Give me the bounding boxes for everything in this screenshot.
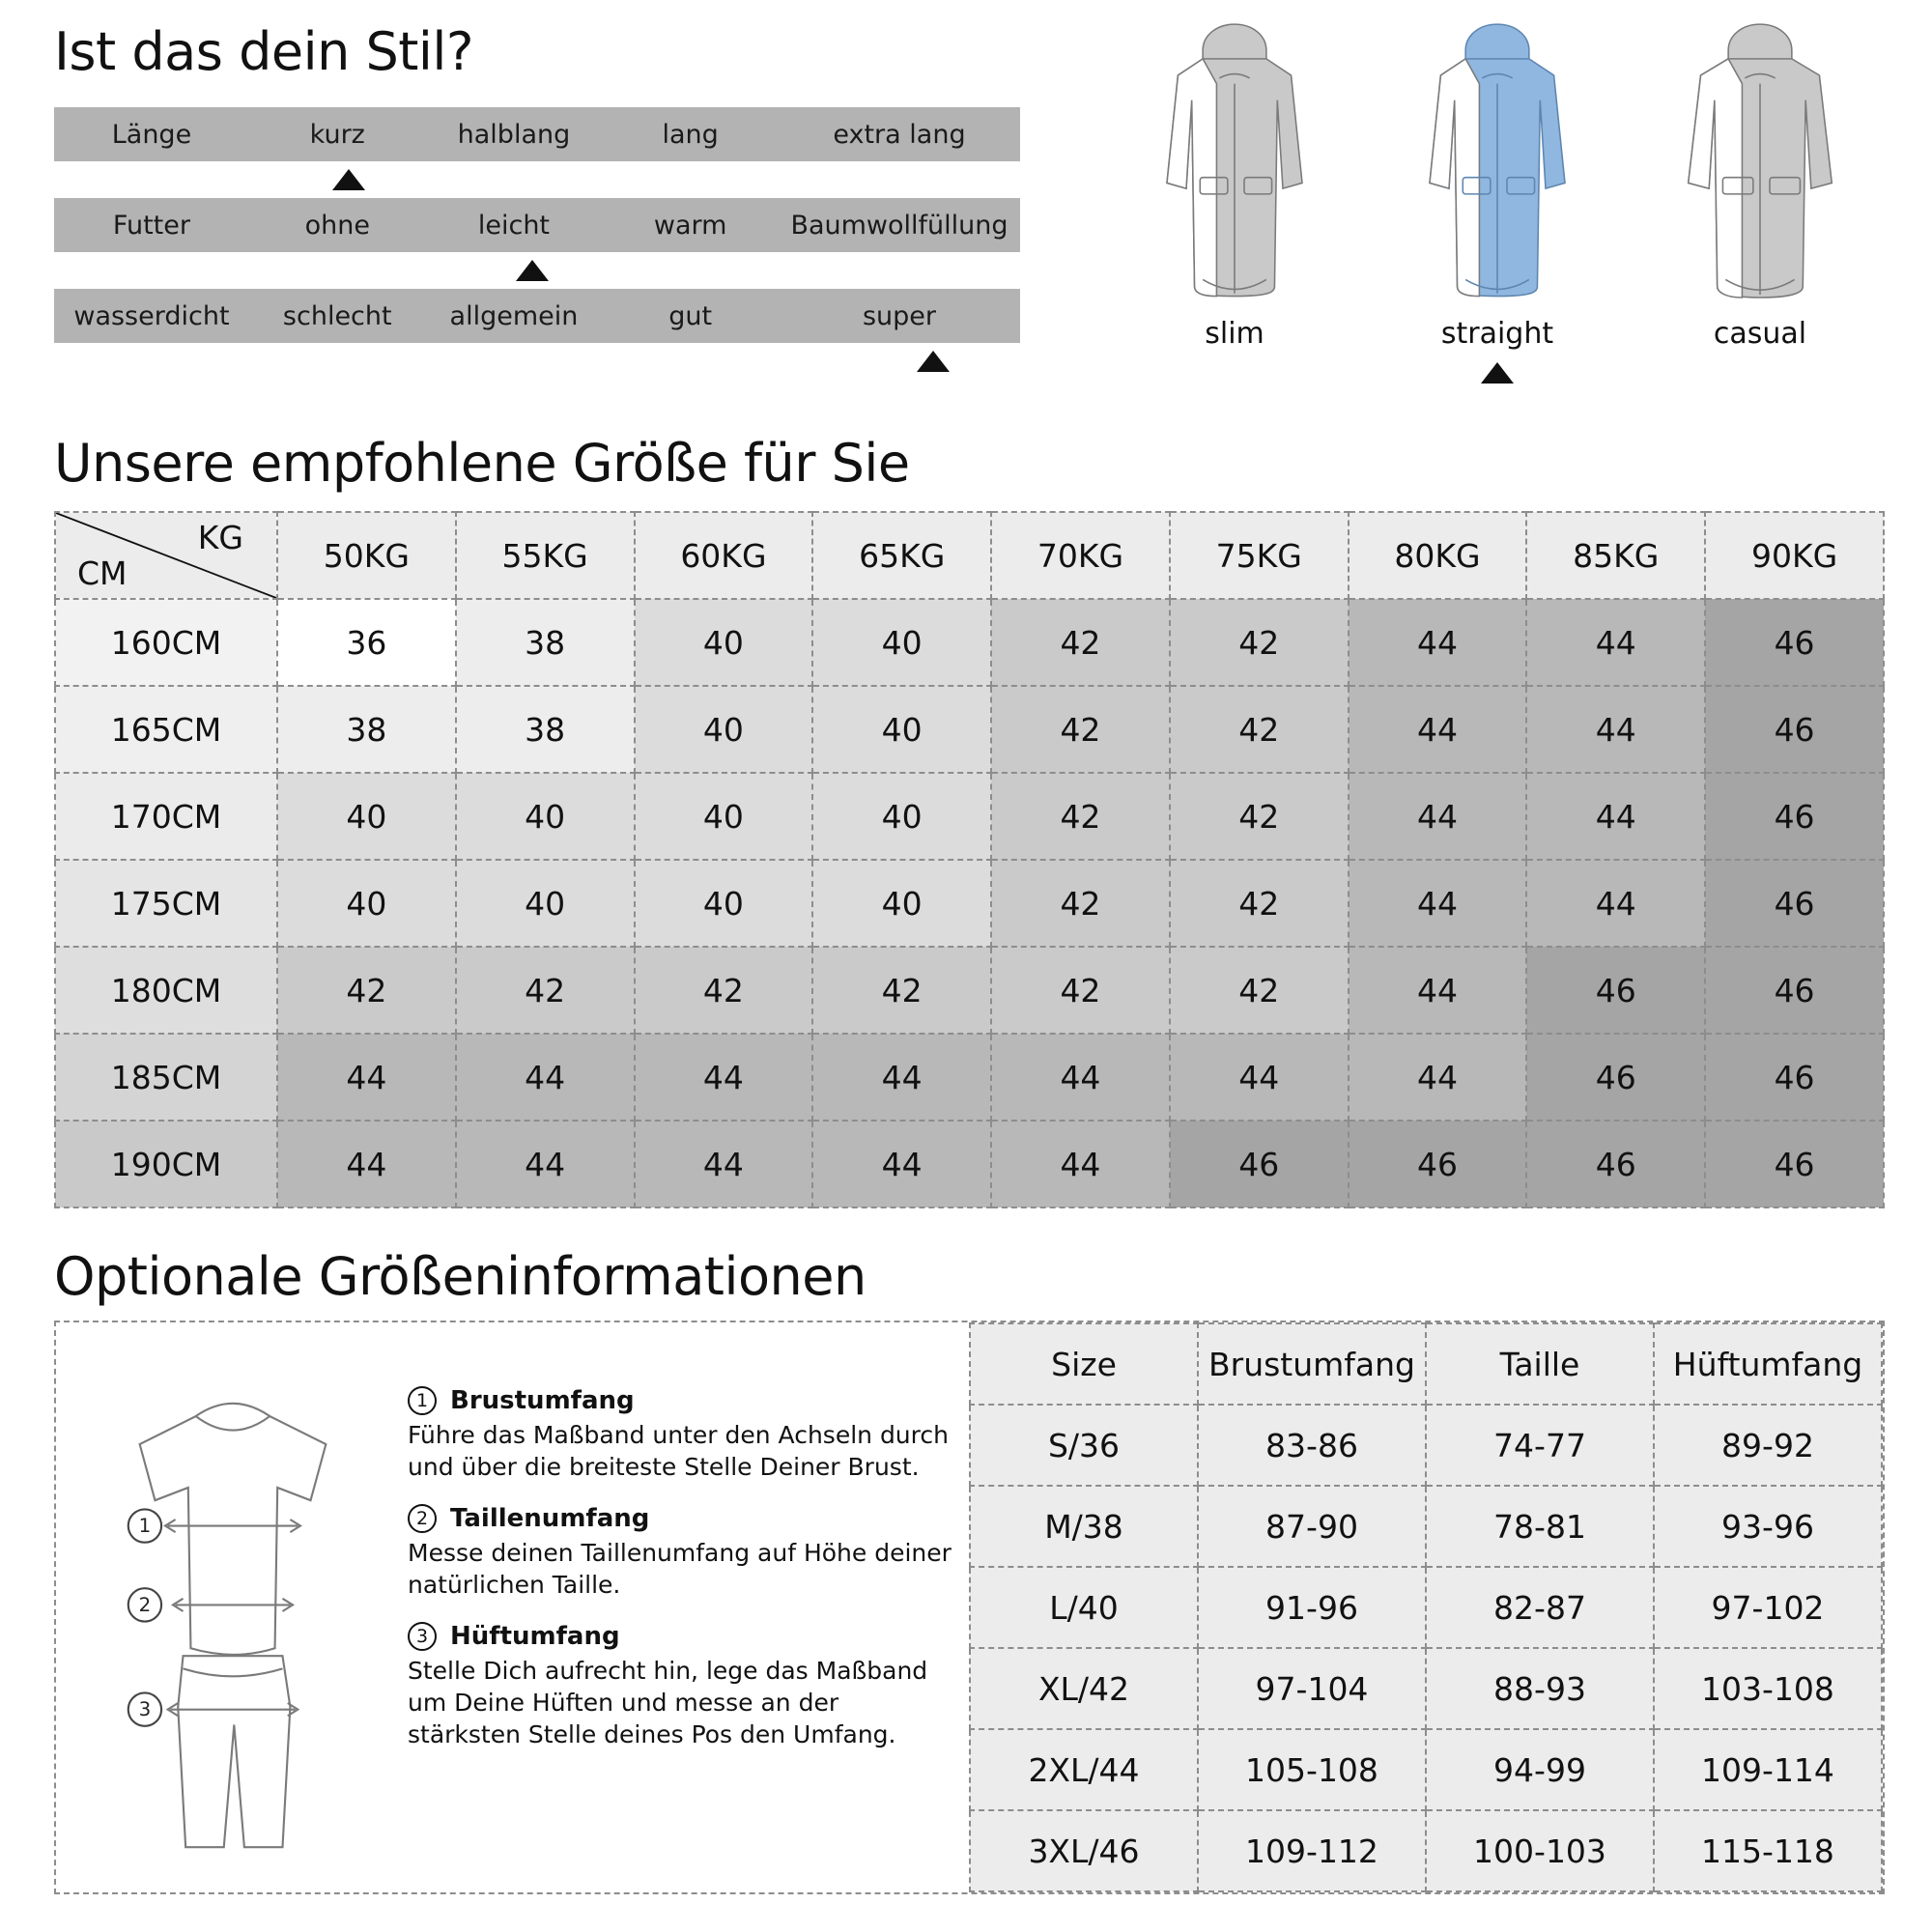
size-table-header-row: [55, 512, 1884, 599]
optional-size-cell: S/36: [970, 1405, 1198, 1486]
style-selected-caret: [917, 351, 950, 372]
measurement-head: [408, 1622, 959, 1651]
optional-size-table-wrap: [969, 1322, 1883, 1892]
optional-size-cell: 93-96: [1654, 1486, 1882, 1567]
measurement-item: [408, 1504, 959, 1601]
size-cell: 40: [635, 860, 813, 947]
weight-column-header: 55KG: [456, 512, 635, 599]
fit-option-straight[interactable]: [1378, 17, 1616, 351]
size-cell: 42: [991, 947, 1170, 1034]
corner-kg-label: KG: [197, 519, 243, 556]
size-cell: 40: [277, 773, 456, 860]
style-option[interactable]: extra lang: [833, 119, 966, 150]
style-row-0: [54, 107, 1020, 161]
style-row-label: wasserdicht: [73, 300, 230, 331]
style-selected-caret: [332, 169, 365, 190]
size-table-body: [55, 599, 1884, 1208]
coat-illustration-straight: [1378, 17, 1616, 307]
optional-table-body: [970, 1405, 1882, 1891]
size-cell: 42: [1170, 686, 1349, 773]
size-cell: 36: [277, 599, 456, 686]
fit-set: [1116, 17, 1889, 351]
size-cell: 44: [1349, 686, 1527, 773]
measurement-item: [408, 1386, 959, 1483]
measurement-item: [408, 1622, 959, 1750]
size-cell: 42: [277, 947, 456, 1034]
size-cell: 38: [456, 686, 635, 773]
weight-column-header: 90KG: [1705, 512, 1884, 599]
fit-label-slim: slim: [1205, 317, 1264, 351]
table-row: [970, 1729, 1882, 1810]
optional-table-head: [970, 1323, 1882, 1405]
style-option[interactable]: gut: [668, 300, 713, 331]
measurement-head: [408, 1504, 959, 1533]
height-row-header: 180CM: [55, 947, 277, 1034]
optional-size-cell: 97-104: [1198, 1648, 1426, 1729]
measurement-title: Taillenumfang: [450, 1504, 650, 1533]
size-cell: 44: [277, 1034, 456, 1121]
style-section-title: Ist das dein Stil?: [54, 21, 474, 82]
style-selected-caret: [516, 260, 549, 281]
style-section: [54, 21, 1078, 380]
table-row: [55, 1034, 1884, 1121]
size-cell: 42: [1170, 947, 1349, 1034]
optional-size-cell: 97-102: [1654, 1567, 1882, 1648]
size-cell: 44: [456, 1121, 635, 1208]
measurement-description: Messe deinen Taillenumfang auf Höhe deiner natürlichen Taille.: [408, 1539, 952, 1599]
size-cell: 44: [1170, 1034, 1349, 1121]
size-cell: 42: [1170, 860, 1349, 947]
height-row-header: 185CM: [55, 1034, 277, 1121]
optional-section: [54, 1246, 1889, 1894]
table-row: [970, 1405, 1882, 1486]
table-row: [55, 773, 1884, 860]
optional-column-header: Brustumfang: [1198, 1323, 1426, 1405]
size-cell: 40: [812, 686, 991, 773]
coat-illustration-slim: [1116, 17, 1353, 307]
size-cell: 42: [991, 686, 1170, 773]
size-cell: 44: [1349, 599, 1527, 686]
fit-option-casual[interactable]: [1641, 17, 1879, 351]
size-cell: 44: [635, 1034, 813, 1121]
optional-size-cell: 87-90: [1198, 1486, 1426, 1567]
optional-column-header: Taille: [1426, 1323, 1654, 1405]
weight-column-header: 60KG: [635, 512, 813, 599]
optional-size-cell: 74-77: [1426, 1405, 1654, 1486]
size-cell: 42: [635, 947, 813, 1034]
size-cell: 46: [1170, 1121, 1349, 1208]
optional-size-cell: 78-81: [1426, 1486, 1654, 1567]
size-cell: 42: [1170, 599, 1349, 686]
measurement-number: 1: [408, 1386, 437, 1415]
size-section: [54, 433, 1889, 1208]
fit-label-casual: casual: [1713, 317, 1807, 351]
size-cell: 40: [812, 773, 991, 860]
weight-column-header: 70KG: [991, 512, 1170, 599]
size-cell: 44: [1349, 773, 1527, 860]
optional-column-header: Hüftumfang: [1654, 1323, 1882, 1405]
table-row: [970, 1810, 1882, 1891]
recommended-size-table: [54, 511, 1885, 1208]
measure-list: [392, 1340, 959, 1883]
height-row-header: 170CM: [55, 773, 277, 860]
measure-guide: [56, 1322, 969, 1892]
table-row: [55, 686, 1884, 773]
height-row-header: 160CM: [55, 599, 277, 686]
optional-size-cell: 109-112: [1198, 1810, 1426, 1891]
style-option[interactable]: schlecht: [282, 300, 392, 331]
size-cell: 46: [1705, 599, 1884, 686]
size-cell: 42: [812, 947, 991, 1034]
size-cell: 46: [1705, 947, 1884, 1034]
size-cell: 42: [991, 773, 1170, 860]
marker-3-label: 3: [138, 1698, 152, 1721]
size-cell: 40: [635, 686, 813, 773]
size-cell: 44: [277, 1121, 456, 1208]
optional-size-cell: 91-96: [1198, 1567, 1426, 1648]
size-cell: 44: [991, 1034, 1170, 1121]
fit-label-straight: straight: [1440, 317, 1554, 351]
table-row: [55, 860, 1884, 947]
size-cell: 46: [1705, 686, 1884, 773]
style-option[interactable]: allgemein: [449, 300, 579, 331]
corner-cm-label: CM: [77, 554, 128, 592]
size-cell: 40: [456, 773, 635, 860]
size-cell: 44: [1526, 773, 1705, 860]
table-row: [55, 947, 1884, 1034]
optional-size-cell: 94-99: [1426, 1729, 1654, 1810]
size-cell: 42: [1170, 773, 1349, 860]
optional-size-cell: 105-108: [1198, 1729, 1426, 1810]
style-row-label: Futter: [112, 210, 190, 241]
style-option[interactable]: kurz: [309, 119, 365, 150]
size-cell: 44: [812, 1034, 991, 1121]
weight-column-header: 50KG: [277, 512, 456, 599]
size-cell: 42: [991, 860, 1170, 947]
optional-size-cell: XL/42: [970, 1648, 1198, 1729]
measurement-title: Hüftumfang: [450, 1622, 620, 1651]
measurement-description: Stelle Dich aufrecht hin, lege das Maßband um Deine Hüften und messe an der stärksten Stelle deines Pos den Umfang.: [408, 1657, 928, 1748]
height-row-header: 165CM: [55, 686, 277, 773]
size-cell: 42: [991, 599, 1170, 686]
size-cell: 46: [1526, 1121, 1705, 1208]
size-cell: 44: [635, 1121, 813, 1208]
size-cell: 44: [812, 1121, 991, 1208]
table-row: [55, 1121, 1884, 1208]
optional-size-cell: 2XL/44: [970, 1729, 1198, 1810]
size-cell: 46: [1705, 1034, 1884, 1121]
size-cell: 44: [456, 1034, 635, 1121]
size-section-title: Unsere empfohlene Größe für Sie: [54, 433, 910, 494]
optional-size-cell: 115-118: [1654, 1810, 1882, 1891]
measurement-description: Führe das Maßband unter den Achseln durch und über die breiteste Stelle Deiner Brust.: [408, 1421, 949, 1481]
size-cell: 46: [1705, 773, 1884, 860]
size-cell: 44: [1349, 860, 1527, 947]
table-row: [970, 1567, 1882, 1648]
fit-option-slim[interactable]: [1116, 17, 1353, 351]
size-cell: 38: [456, 599, 635, 686]
style-option[interactable]: leicht: [477, 210, 551, 241]
style-option[interactable]: super: [862, 300, 936, 331]
weight-column-header: 75KG: [1170, 512, 1349, 599]
size-cell: 44: [1526, 599, 1705, 686]
style-bars: [54, 107, 1078, 343]
size-table-head: [55, 512, 1884, 599]
size-cell: 44: [1349, 1034, 1527, 1121]
coat-illustration-casual: [1641, 17, 1879, 307]
size-cell: 40: [635, 773, 813, 860]
size-cell: 40: [635, 599, 813, 686]
style-row-1: [54, 198, 1020, 252]
size-cell: 42: [456, 947, 635, 1034]
height-row-header: 190CM: [55, 1121, 277, 1208]
optional-size-cell: 109-114: [1654, 1729, 1882, 1810]
measurement-number: 3: [408, 1622, 437, 1651]
table-row: [55, 599, 1884, 686]
style-row-2: [54, 289, 1020, 343]
measurement-title: Brustumfang: [450, 1386, 635, 1415]
size-cell: 46: [1526, 947, 1705, 1034]
size-cell: 44: [1349, 947, 1527, 1034]
optional-table-header-row: [970, 1323, 1882, 1405]
size-cell: 38: [277, 686, 456, 773]
optional-size-cell: 100-103: [1426, 1810, 1654, 1891]
size-cell: 44: [1526, 686, 1705, 773]
optional-size-cell: 103-108: [1654, 1648, 1882, 1729]
optional-size-cell: 83-86: [1198, 1405, 1426, 1486]
size-cell: 40: [812, 860, 991, 947]
table-row: [970, 1648, 1882, 1729]
optional-section-title: Optionale Größeninformationen: [54, 1246, 867, 1307]
weight-column-header: 80KG: [1349, 512, 1527, 599]
size-cell: 40: [456, 860, 635, 947]
style-option[interactable]: ohne: [304, 210, 370, 241]
optional-content: [54, 1321, 1885, 1894]
size-cell: 40: [812, 599, 991, 686]
size-cell: 44: [991, 1121, 1170, 1208]
size-cell: 44: [1526, 860, 1705, 947]
marker-1-label: 1: [138, 1515, 152, 1538]
style-option[interactable]: Baumwollfüllung: [790, 210, 1009, 241]
measurement-number: 2: [408, 1504, 437, 1533]
size-cell: 40: [277, 860, 456, 947]
style-option[interactable]: warm: [653, 210, 727, 241]
optional-size-cell: 88-93: [1426, 1648, 1654, 1729]
measurement-head: [408, 1386, 959, 1415]
optional-column-header: Size: [970, 1323, 1198, 1405]
optional-size-cell: 82-87: [1426, 1567, 1654, 1648]
marker-2-label: 2: [138, 1594, 152, 1616]
style-option[interactable]: halblang: [457, 119, 571, 150]
optional-size-cell: 3XL/46: [970, 1810, 1198, 1891]
optional-size-cell: 89-92: [1654, 1405, 1882, 1486]
weight-column-header: 65KG: [812, 512, 991, 599]
height-row-header: 175CM: [55, 860, 277, 947]
fit-illustrations: [1116, 17, 1889, 351]
optional-size-cell: L/40: [970, 1567, 1198, 1648]
size-cell: 46: [1705, 1121, 1884, 1208]
optional-size-table: [969, 1322, 1883, 1892]
size-cell: 46: [1349, 1121, 1527, 1208]
size-cell: 46: [1526, 1034, 1705, 1121]
size-table-corner: [55, 512, 277, 599]
fit-selected-caret: [1481, 362, 1514, 384]
optional-size-cell: M/38: [970, 1486, 1198, 1567]
weight-column-header: 85KG: [1526, 512, 1705, 599]
style-row-label: Länge: [111, 119, 192, 150]
table-row: [970, 1486, 1882, 1567]
body-measure-illustration: [73, 1340, 392, 1883]
size-cell: 46: [1705, 860, 1884, 947]
style-option[interactable]: lang: [662, 119, 719, 150]
